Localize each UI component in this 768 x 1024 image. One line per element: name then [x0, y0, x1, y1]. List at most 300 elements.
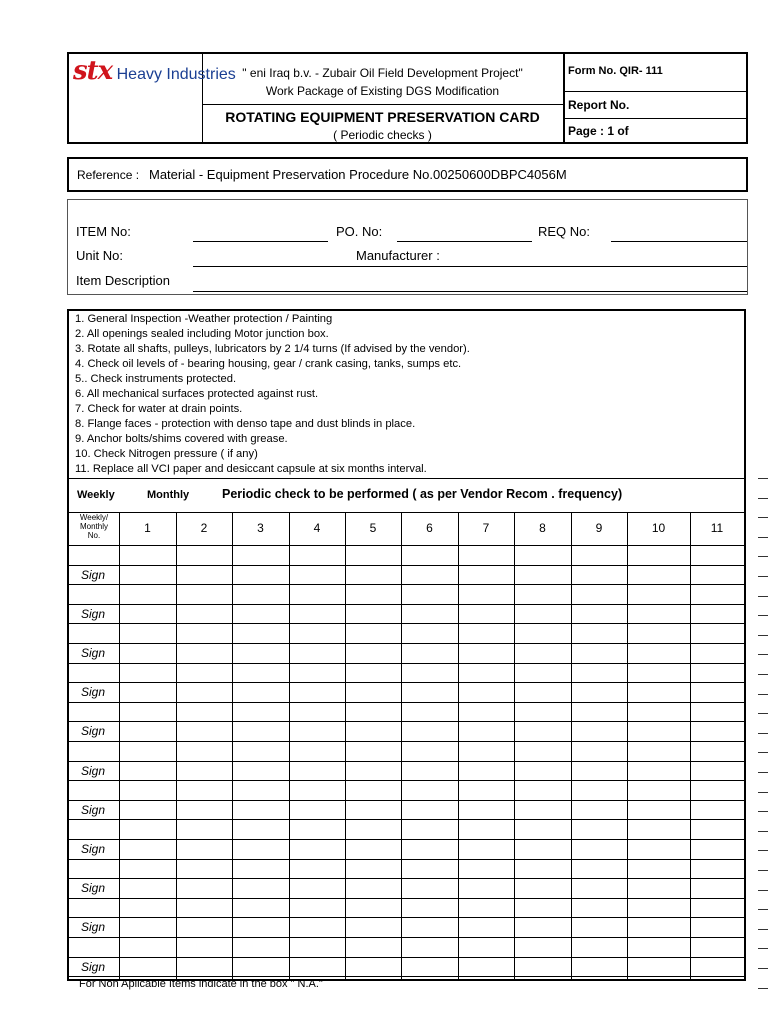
column-number: 9	[595, 521, 603, 535]
item-info-box	[67, 199, 748, 295]
check-cell[interactable]	[119, 623, 176, 643]
check-cell[interactable]	[627, 839, 690, 859]
check-cell[interactable]	[119, 898, 176, 918]
check-cell[interactable]	[232, 937, 289, 957]
check-cell[interactable]	[401, 819, 458, 839]
check-cell[interactable]	[232, 898, 289, 918]
check-cell[interactable]	[232, 839, 289, 859]
check-cell[interactable]	[627, 604, 690, 624]
item-no-field[interactable]	[193, 241, 328, 242]
check-cell[interactable]	[176, 721, 232, 741]
check-cell[interactable]	[571, 702, 627, 722]
check-cell[interactable]	[119, 721, 176, 741]
check-cell[interactable]	[514, 682, 571, 702]
check-cell[interactable]	[571, 898, 627, 918]
check-cell[interactable]	[401, 839, 458, 859]
check-cell[interactable]	[514, 565, 571, 585]
row-header-line: Monthly	[79, 522, 108, 531]
check-cell[interactable]	[119, 741, 176, 761]
checklist-item: 8. Flange faces - protection with denso tape and dust blinds in place.	[75, 418, 416, 430]
check-cell[interactable]	[571, 819, 627, 839]
edge-dash	[758, 870, 768, 871]
check-cell[interactable]	[289, 623, 345, 643]
check-cell[interactable]	[458, 800, 514, 820]
sign-label: Sign	[81, 802, 106, 817]
check-cell[interactable]	[289, 917, 345, 937]
check-cell[interactable]	[571, 839, 627, 859]
check-cell[interactable]	[345, 859, 401, 879]
edge-dash	[758, 948, 768, 949]
check-cell[interactable]	[571, 761, 627, 781]
check-cell[interactable]	[289, 682, 345, 702]
check-cell[interactable]	[232, 780, 289, 800]
check-cell[interactable]	[289, 937, 345, 957]
check-cell[interactable]	[514, 643, 571, 663]
check-cell[interactable]	[458, 898, 514, 918]
check-cell[interactable]	[627, 780, 690, 800]
check-cell[interactable]	[119, 604, 176, 624]
check-cell[interactable]	[232, 702, 289, 722]
check-cell[interactable]	[119, 702, 176, 722]
check-cell[interactable]	[232, 761, 289, 781]
check-cell[interactable]	[289, 584, 345, 604]
edge-dash	[758, 988, 768, 989]
check-cell[interactable]	[690, 957, 744, 977]
check-cell[interactable]	[690, 643, 744, 663]
check-cell[interactable]	[401, 780, 458, 800]
project-line-2: Work Package of Existing DGS Modification	[265, 84, 500, 98]
check-cell[interactable]	[458, 565, 514, 585]
check-cell[interactable]	[627, 859, 690, 879]
check-cell[interactable]	[401, 898, 458, 918]
check-cell[interactable]	[232, 545, 289, 565]
check-cell[interactable]	[345, 565, 401, 585]
check-cell[interactable]	[289, 721, 345, 741]
check-cell[interactable]	[119, 682, 176, 702]
check-cell[interactable]	[176, 839, 232, 859]
check-cell[interactable]	[571, 604, 627, 624]
check-cell[interactable]	[514, 878, 571, 898]
edge-dash	[758, 850, 768, 851]
check-cell[interactable]	[627, 878, 690, 898]
check-cell[interactable]	[119, 545, 176, 565]
check-cell[interactable]	[232, 643, 289, 663]
check-cell[interactable]	[458, 721, 514, 741]
check-cell[interactable]	[176, 780, 232, 800]
column-number: 7	[482, 521, 490, 535]
check-cell[interactable]	[119, 937, 176, 957]
check-cell[interactable]	[289, 545, 345, 565]
check-cell[interactable]	[119, 957, 176, 977]
check-cell[interactable]	[176, 819, 232, 839]
check-cell[interactable]	[571, 545, 627, 565]
item-description-label: Item Description	[76, 273, 170, 288]
column-number: 4	[313, 521, 321, 535]
check-cell[interactable]	[571, 917, 627, 937]
sign-label: Sign	[81, 606, 106, 621]
check-cell[interactable]	[514, 761, 571, 781]
check-cell[interactable]	[458, 682, 514, 702]
check-cell[interactable]	[401, 604, 458, 624]
edge-dash	[758, 596, 768, 597]
check-cell[interactable]	[232, 859, 289, 879]
check-cell[interactable]	[345, 604, 401, 624]
check-cell[interactable]	[119, 584, 176, 604]
check-cell[interactable]	[401, 682, 458, 702]
check-cell[interactable]	[458, 663, 514, 683]
check-cell[interactable]	[345, 702, 401, 722]
check-cell[interactable]	[289, 878, 345, 898]
check-cell[interactable]	[176, 565, 232, 585]
check-cell[interactable]	[345, 878, 401, 898]
edge-dash	[758, 831, 768, 832]
sign-label: Sign	[81, 646, 106, 660]
check-cell[interactable]	[119, 565, 176, 585]
check-cell[interactable]	[458, 623, 514, 643]
check-cell[interactable]	[176, 702, 232, 722]
check-cell[interactable]	[176, 878, 232, 898]
check-cell[interactable]	[627, 702, 690, 722]
po-no-label: PO. No:	[336, 224, 383, 239]
check-cell[interactable]	[401, 623, 458, 643]
check-cell[interactable]	[345, 957, 401, 977]
check-cell[interactable]	[345, 663, 401, 683]
row-header-label	[69, 513, 119, 540]
check-cell[interactable]	[514, 859, 571, 879]
req-no-label: REQ No:	[538, 224, 591, 239]
item-description-field[interactable]	[193, 291, 747, 292]
check-cell[interactable]	[345, 917, 401, 937]
edge-dash	[758, 890, 768, 891]
check-cell[interactable]	[345, 819, 401, 839]
check-cell[interactable]	[176, 604, 232, 624]
check-cell[interactable]	[690, 663, 744, 683]
check-cell[interactable]	[458, 878, 514, 898]
row-header-line: Weekly/	[79, 513, 109, 522]
check-cell[interactable]	[119, 917, 176, 937]
column-number: 11	[710, 521, 724, 535]
check-cell[interactable]	[289, 800, 345, 820]
check-cell[interactable]	[232, 623, 289, 643]
check-cell[interactable]	[571, 878, 627, 898]
check-cell[interactable]	[690, 819, 744, 839]
check-cell[interactable]	[176, 761, 232, 781]
unit-no-field[interactable]	[193, 266, 747, 267]
column-number: 10	[651, 521, 666, 535]
check-cell[interactable]	[627, 643, 690, 663]
check-cell[interactable]	[690, 859, 744, 879]
check-cell[interactable]	[627, 937, 690, 957]
check-cell[interactable]	[571, 565, 627, 585]
checklist-item: 5.. Check instruments protected.	[75, 373, 237, 385]
check-cell[interactable]	[458, 937, 514, 957]
check-cell[interactable]	[345, 643, 401, 663]
checklist-item: 2. All openings sealed including Motor junction box.	[75, 328, 329, 340]
check-cell[interactable]	[627, 741, 690, 761]
check-cell[interactable]	[289, 761, 345, 781]
check-cell[interactable]	[458, 819, 514, 839]
check-cell[interactable]	[119, 859, 176, 879]
check-cell[interactable]	[514, 800, 571, 820]
check-cell[interactable]	[514, 623, 571, 643]
check-cell[interactable]	[289, 604, 345, 624]
check-cell[interactable]	[345, 761, 401, 781]
req-no-field[interactable]	[611, 241, 747, 242]
check-cell[interactable]	[690, 565, 744, 585]
check-cell[interactable]	[627, 800, 690, 820]
check-cell[interactable]	[345, 780, 401, 800]
check-cell[interactable]	[627, 721, 690, 741]
check-cell[interactable]	[690, 584, 744, 604]
check-cell[interactable]	[627, 584, 690, 604]
check-cell[interactable]	[345, 721, 401, 741]
sign-label: Sign	[81, 881, 106, 896]
check-cell[interactable]	[232, 682, 289, 702]
check-cell[interactable]	[690, 937, 744, 957]
check-cell[interactable]	[289, 898, 345, 918]
check-cell[interactable]	[119, 878, 176, 898]
check-cell[interactable]	[690, 780, 744, 800]
check-cell[interactable]	[401, 643, 458, 663]
check-cell[interactable]	[401, 565, 458, 585]
check-cell[interactable]	[176, 800, 232, 820]
check-cell[interactable]	[232, 721, 289, 741]
check-cell[interactable]	[514, 604, 571, 624]
check-cell[interactable]	[232, 819, 289, 839]
check-cell[interactable]	[401, 721, 458, 741]
check-cell[interactable]	[401, 957, 458, 977]
check-cell[interactable]	[690, 545, 744, 565]
check-cell[interactable]	[458, 839, 514, 859]
check-cell[interactable]	[401, 702, 458, 722]
check-cell[interactable]	[289, 957, 345, 977]
check-cell[interactable]	[514, 741, 571, 761]
check-cell[interactable]	[119, 663, 176, 683]
check-cell[interactable]	[690, 898, 744, 918]
check-cell[interactable]	[514, 839, 571, 859]
check-cell[interactable]	[401, 878, 458, 898]
check-cell[interactable]	[514, 545, 571, 565]
check-cell[interactable]	[176, 663, 232, 683]
check-cell[interactable]	[690, 682, 744, 702]
check-cell[interactable]	[571, 663, 627, 683]
check-cell[interactable]	[571, 957, 627, 977]
check-cell[interactable]	[232, 604, 289, 624]
check-cell[interactable]	[627, 957, 690, 977]
checklist-item: 7. Check for water at drain points.	[75, 403, 243, 415]
po-no-field[interactable]	[397, 241, 532, 242]
check-cell[interactable]	[345, 839, 401, 859]
check-cell[interactable]	[345, 937, 401, 957]
check-cell[interactable]	[119, 761, 176, 781]
check-cell[interactable]	[627, 819, 690, 839]
check-cell[interactable]	[627, 917, 690, 937]
check-cell[interactable]	[176, 584, 232, 604]
check-cell[interactable]	[571, 682, 627, 702]
check-cell[interactable]	[690, 721, 744, 741]
check-cell[interactable]	[232, 741, 289, 761]
check-cell[interactable]	[690, 917, 744, 937]
check-cell[interactable]	[232, 584, 289, 604]
check-cell[interactable]	[514, 937, 571, 957]
check-cell[interactable]	[401, 917, 458, 937]
check-cell[interactable]	[289, 819, 345, 839]
check-cell[interactable]	[514, 898, 571, 918]
check-cell[interactable]	[345, 800, 401, 820]
edge-dash	[758, 752, 768, 753]
check-cell[interactable]	[232, 565, 289, 585]
check-cell[interactable]	[232, 917, 289, 937]
check-cell[interactable]	[401, 741, 458, 761]
edge-dash	[758, 792, 768, 793]
check-cell[interactable]	[401, 937, 458, 957]
check-cell[interactable]	[176, 682, 232, 702]
check-cell[interactable]	[627, 565, 690, 585]
check-cell[interactable]	[176, 545, 232, 565]
check-cell[interactable]	[401, 545, 458, 565]
footer-note: For Non Aplicable Items indicate in the box " N.A."	[79, 978, 323, 990]
edge-dash	[758, 694, 768, 695]
check-cell[interactable]	[176, 623, 232, 643]
check-cell[interactable]	[627, 663, 690, 683]
check-cell[interactable]	[690, 623, 744, 643]
check-cell[interactable]	[514, 721, 571, 741]
check-cell[interactable]	[119, 800, 176, 820]
check-cell[interactable]	[690, 604, 744, 624]
check-cell[interactable]	[401, 800, 458, 820]
check-cell[interactable]	[514, 663, 571, 683]
check-cell[interactable]	[514, 917, 571, 937]
check-cell[interactable]	[571, 741, 627, 761]
card-title: ROTATING EQUIPMENT PRESERVATION CARD	[225, 109, 540, 125]
check-cell[interactable]	[690, 839, 744, 859]
check-cell[interactable]	[458, 545, 514, 565]
checklist-item: 9. Anchor bolts/shims covered with grease.	[75, 433, 288, 445]
check-cell[interactable]	[119, 643, 176, 663]
weekly-label: Weekly	[77, 489, 115, 501]
check-cell[interactable]	[289, 643, 345, 663]
check-cell[interactable]	[571, 623, 627, 643]
check-cell[interactable]	[458, 780, 514, 800]
check-cell[interactable]	[345, 741, 401, 761]
check-cell[interactable]	[119, 839, 176, 859]
check-cell[interactable]	[458, 957, 514, 977]
check-cell[interactable]	[176, 957, 232, 977]
column-number: 5	[369, 521, 377, 535]
check-cell[interactable]	[176, 937, 232, 957]
check-cell[interactable]	[345, 898, 401, 918]
check-cell[interactable]	[514, 584, 571, 604]
check-cell[interactable]	[458, 702, 514, 722]
check-cell[interactable]	[514, 780, 571, 800]
edge-dash	[758, 811, 768, 812]
check-cell[interactable]	[232, 878, 289, 898]
check-cell[interactable]	[690, 761, 744, 781]
check-cell[interactable]	[627, 682, 690, 702]
reference-label: Reference :	[77, 168, 140, 182]
check-cell[interactable]	[176, 917, 232, 937]
check-cell[interactable]	[690, 800, 744, 820]
check-cell[interactable]	[627, 898, 690, 918]
sign-label: Sign	[81, 685, 106, 700]
check-cell[interactable]	[401, 859, 458, 879]
check-cell[interactable]	[571, 584, 627, 604]
check-cell[interactable]	[571, 859, 627, 879]
check-cell[interactable]	[289, 663, 345, 683]
manufacturer-label: Manufacturer :	[356, 248, 440, 263]
check-cell[interactable]	[690, 741, 744, 761]
edge-dash	[758, 909, 768, 910]
periodic-grid	[69, 512, 744, 979]
sign-label: Sign	[81, 567, 106, 582]
check-cell[interactable]	[345, 623, 401, 643]
check-cell[interactable]	[176, 741, 232, 761]
check-cell[interactable]	[627, 545, 690, 565]
unit-no-label: Unit No:	[76, 248, 123, 263]
periodic-title: Periodic check to be performed ( as per Vendor Recom . frequency)	[222, 487, 623, 501]
column-number: 6	[426, 521, 433, 535]
check-cell[interactable]	[458, 741, 514, 761]
check-cell[interactable]	[458, 643, 514, 663]
check-cell[interactable]	[119, 780, 176, 800]
check-cell[interactable]	[514, 702, 571, 722]
report-number: Report No.	[568, 98, 630, 112]
check-cell[interactable]	[458, 859, 514, 879]
check-cell[interactable]	[401, 663, 458, 683]
check-cell[interactable]	[289, 565, 345, 585]
check-cell[interactable]	[289, 859, 345, 879]
reference-box	[67, 157, 748, 192]
check-cell[interactable]	[176, 859, 232, 879]
edge-dash	[758, 929, 768, 930]
check-cell[interactable]	[690, 702, 744, 722]
check-cell[interactable]	[345, 584, 401, 604]
check-cell[interactable]	[289, 839, 345, 859]
check-cell[interactable]	[514, 819, 571, 839]
check-cell[interactable]	[571, 780, 627, 800]
check-cell[interactable]	[289, 780, 345, 800]
check-cell[interactable]	[571, 937, 627, 957]
check-cell[interactable]	[401, 584, 458, 604]
check-cell[interactable]	[232, 800, 289, 820]
check-cell[interactable]	[345, 545, 401, 565]
check-cell[interactable]	[289, 702, 345, 722]
sign-label: Sign	[81, 763, 106, 778]
check-cell[interactable]	[514, 957, 571, 977]
check-cell[interactable]	[627, 761, 690, 781]
check-cell[interactable]	[232, 957, 289, 977]
checklist-item: 11. Replace all VCI paper and desiccant capsule at six months interval.	[75, 463, 427, 475]
check-cell[interactable]	[176, 898, 232, 918]
check-cell[interactable]	[289, 741, 345, 761]
check-cell[interactable]	[571, 721, 627, 741]
check-cell[interactable]	[571, 800, 627, 820]
check-cell[interactable]	[345, 682, 401, 702]
check-cell[interactable]	[232, 663, 289, 683]
check-cell[interactable]	[571, 643, 627, 663]
edge-dash	[758, 556, 768, 557]
check-cell[interactable]	[458, 584, 514, 604]
logo-brand: stx	[73, 56, 113, 86]
check-cell[interactable]	[176, 643, 232, 663]
check-cell[interactable]	[119, 819, 176, 839]
check-cell[interactable]	[458, 604, 514, 624]
check-cell[interactable]	[458, 917, 514, 937]
check-cell[interactable]	[401, 761, 458, 781]
check-cell[interactable]	[458, 761, 514, 781]
check-cell[interactable]	[690, 878, 744, 898]
check-cell[interactable]	[627, 623, 690, 643]
